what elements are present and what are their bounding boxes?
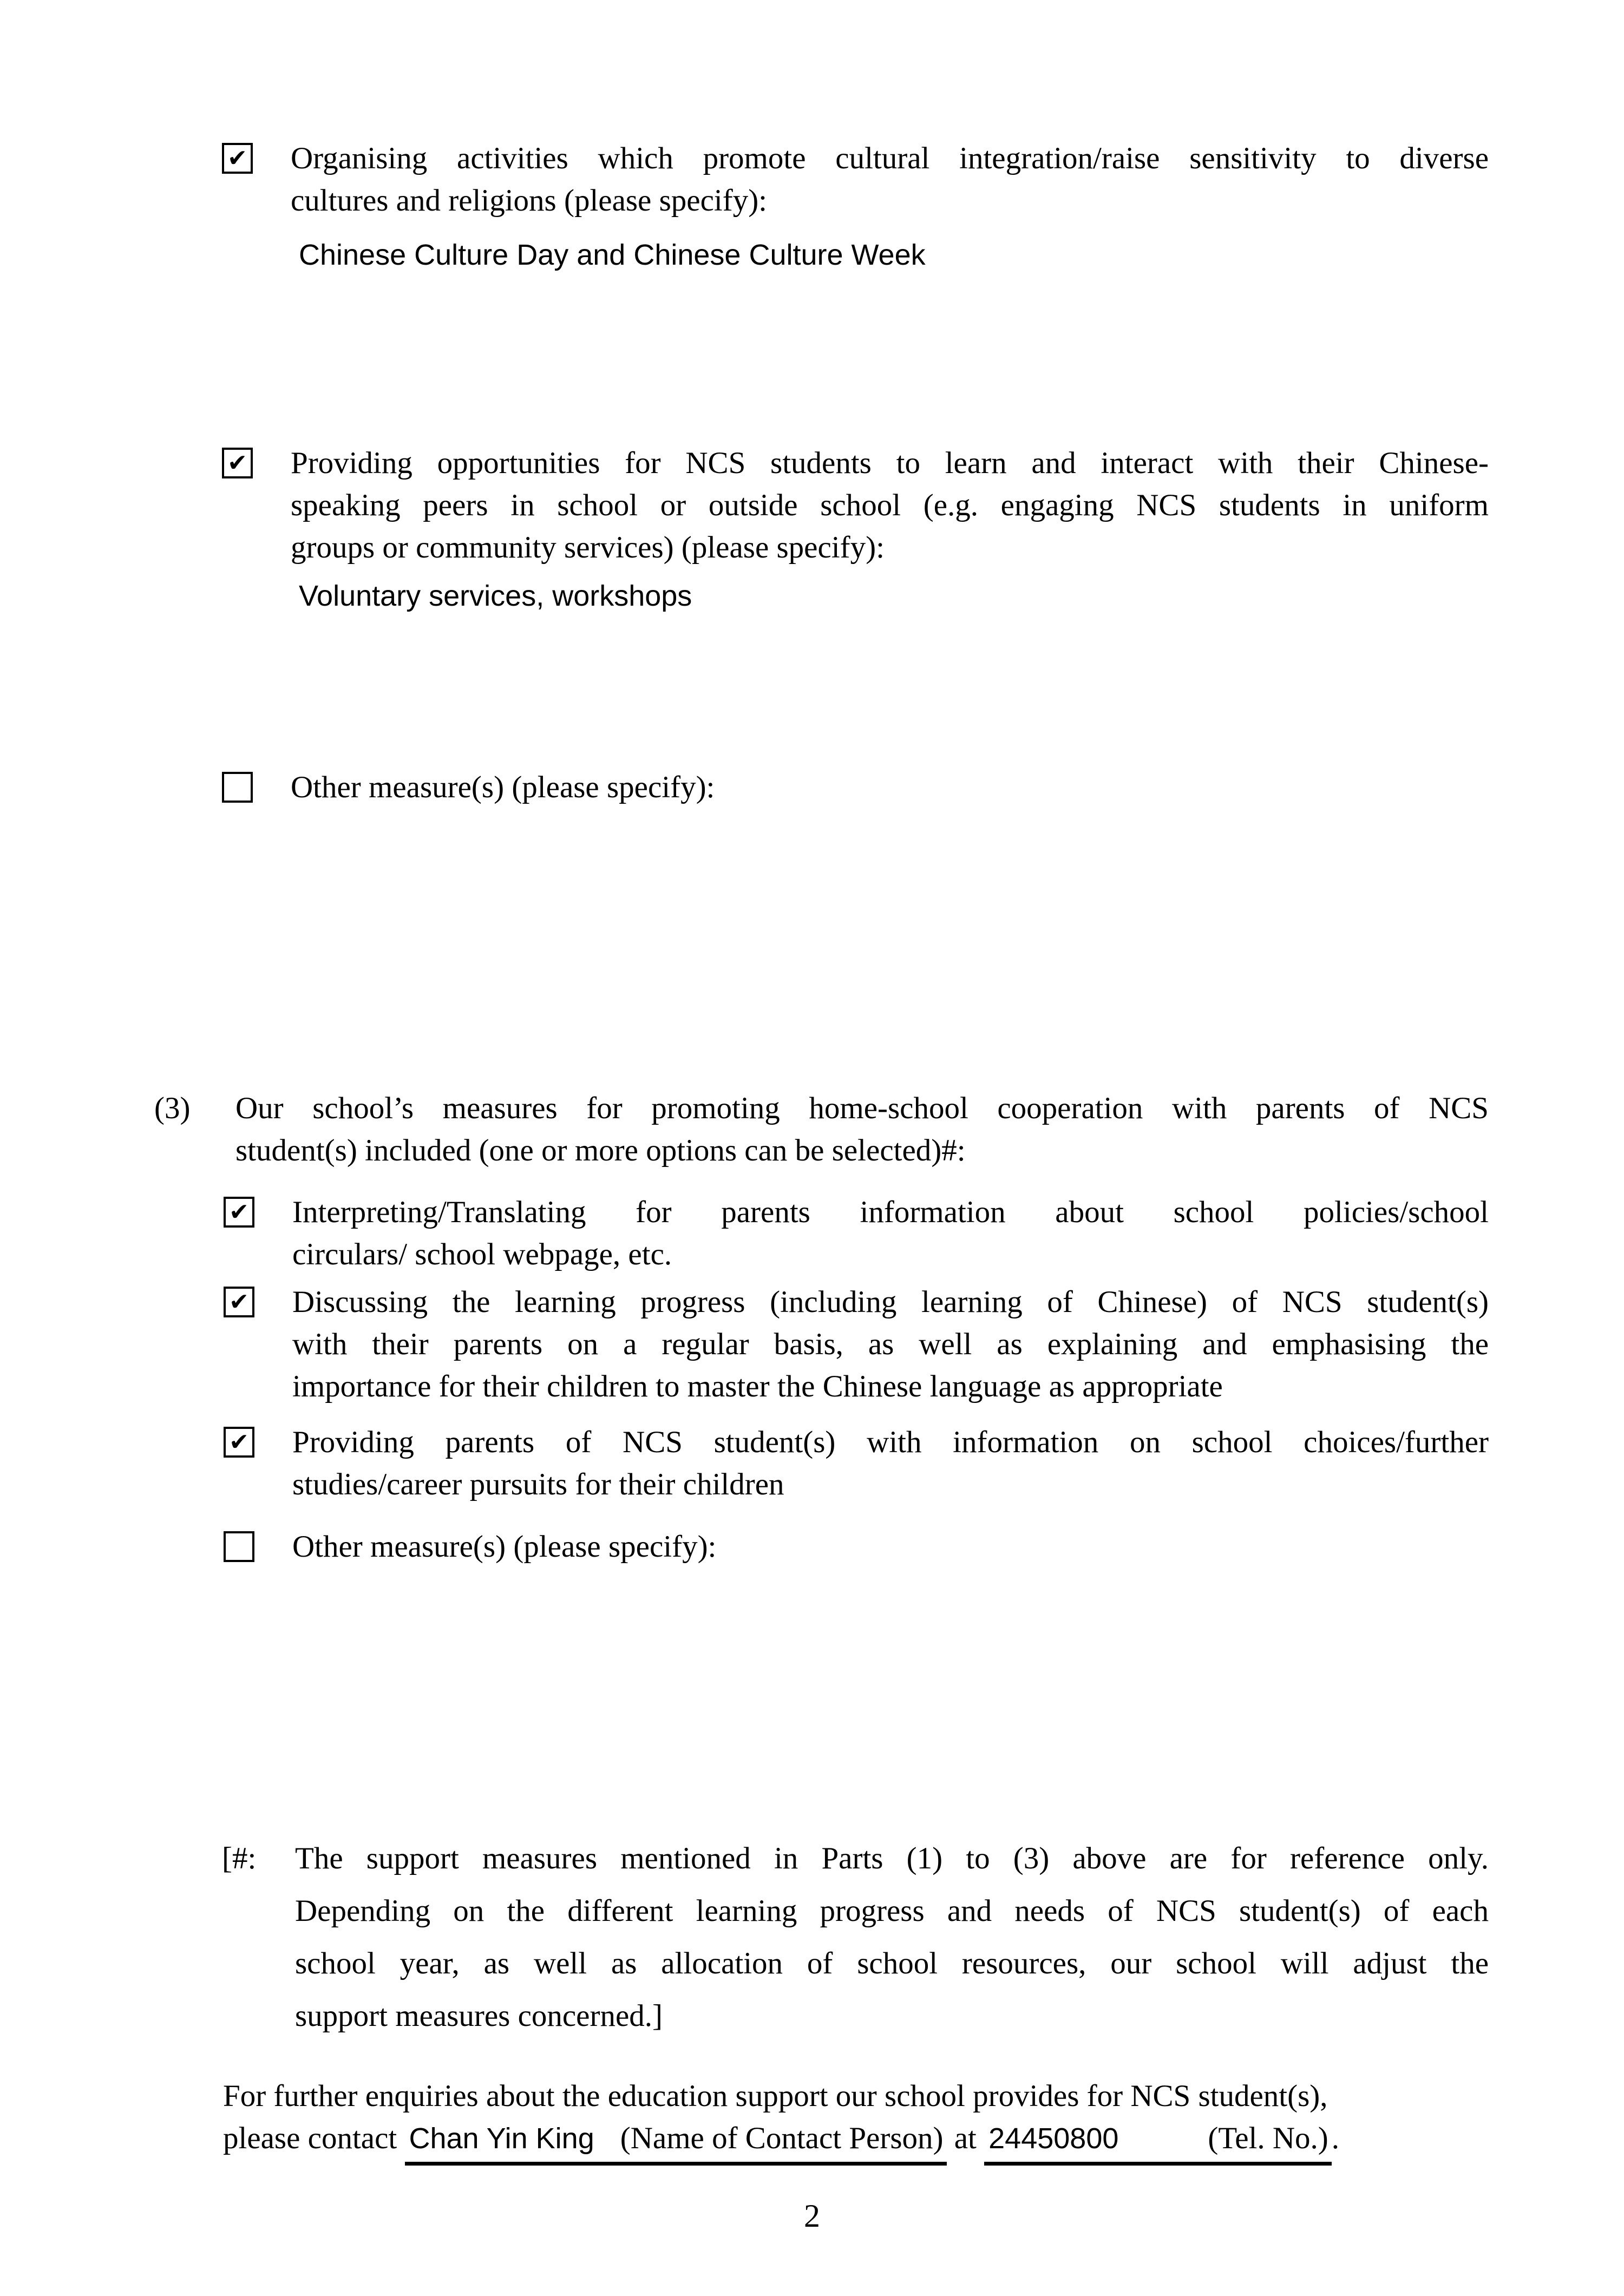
text-line: student(s) included (one or more options can be selected)#: — [235, 1133, 966, 1167]
checkbox[interactable] — [222, 772, 253, 803]
text-line: Discussing the learning progress (including learning of Chinese) of NCS student(s) — [292, 1285, 1489, 1319]
answer-field-peer-interaction[interactable]: Voluntary services, workshops — [299, 580, 692, 612]
text-line: Organising activities which promote cultural integration/raise sensitivity to diverse — [291, 141, 1489, 175]
text-line: Interpreting/Translating for parents information about school policies/school — [292, 1195, 1489, 1229]
checkbox[interactable] — [224, 1531, 254, 1562]
text-line: speaking peers in school or outside school (e.g. engaging NCS students in uniform — [291, 488, 1489, 522]
measure-item-cultural-activities — [222, 137, 1489, 222]
sentence-period: . — [1331, 2121, 1340, 2155]
text-line: school year, as well as allocation of school resources, our school will adjust the — [295, 1946, 1489, 1980]
text-line: circulars/ school webpage, etc. — [292, 1237, 672, 1271]
text-line: with their parents on a regular basis, as well as explaining and emphasising the — [292, 1327, 1489, 1361]
text-line: Providing parents of NCS student(s) with information on school choices/further — [292, 1425, 1489, 1459]
measure-item-text — [291, 442, 1489, 569]
section-number: (3) — [154, 1091, 191, 1125]
text-line: For further enquiries about the education support our school provides for NCS student(s), — [223, 2079, 1328, 2113]
contact-prefix: please contact — [223, 2121, 397, 2155]
text-line: Other measure(s) (please specify): — [292, 1530, 717, 1564]
contact-paragraph — [223, 2075, 1489, 2166]
checkbox[interactable]: ✔ — [222, 448, 253, 478]
contact-connector: at — [954, 2121, 977, 2155]
cooperation-item-discussing-progress — [224, 1281, 1489, 1408]
measure-item-text — [291, 137, 1489, 222]
contact-tel-blank[interactable] — [984, 2117, 1332, 2166]
measure-item-text — [292, 1191, 1489, 1276]
footnote-marker: [#: — [222, 1841, 257, 1875]
text-line: Providing opportunities for NCS students to learn and interact with their Chinese- — [291, 446, 1489, 480]
text-line: importance for their children to master the Chinese language as appropriate — [292, 1369, 1223, 1403]
contact-name-value[interactable]: Chan Yin King — [409, 2122, 594, 2155]
cooperation-item-other — [224, 1526, 1489, 1568]
text-line: cultures and religions (please specify): — [291, 183, 768, 218]
measure-item-peer-interaction — [222, 442, 1489, 569]
contact-line — [223, 2117, 1489, 2166]
checkbox[interactable]: ✔ — [224, 1197, 254, 1228]
measure-item-text — [292, 1526, 1489, 1568]
section-heading — [235, 1087, 1489, 1172]
contact-tel-label: (Tel. No.) — [1208, 2121, 1328, 2155]
measure-item-text — [292, 1421, 1489, 1506]
text-line: support measures concerned.] — [295, 1999, 663, 2033]
cooperation-item-interpreting — [224, 1191, 1489, 1276]
text-line: Our school’s measures for promoting home-school cooperation with parents of NCS — [235, 1091, 1489, 1125]
page-number: 2 — [804, 2198, 820, 2234]
text-line: The support measures mentioned in Parts (1) to (3) above are for reference only. — [295, 1841, 1489, 1875]
text-line: studies/career pursuits for their children — [292, 1467, 784, 1501]
checkbox[interactable]: ✔ — [224, 1287, 254, 1317]
text-line: Depending on the different learning progress and needs of NCS student(s) of each — [295, 1894, 1489, 1928]
text-line: Other measure(s) (please specify): — [291, 770, 715, 804]
contact-tel-value[interactable]: 24450800 — [988, 2122, 1119, 2155]
answer-field-cultural-activities[interactable]: Chinese Culture Day and Chinese Culture Week — [299, 239, 926, 271]
text-line: groups or community services) (please specify): — [291, 530, 885, 565]
checkbox[interactable]: ✔ — [222, 143, 253, 174]
measure-item-other — [222, 766, 1489, 809]
checkbox[interactable]: ✔ — [224, 1427, 254, 1458]
cooperation-item-school-choices — [224, 1421, 1489, 1506]
footnote — [295, 1832, 1489, 2042]
contact-name-label: (Name of Contact Person) — [620, 2121, 944, 2155]
measure-item-text — [292, 1281, 1489, 1408]
contact-name-blank[interactable] — [405, 2117, 947, 2166]
measure-item-text — [291, 766, 1489, 809]
